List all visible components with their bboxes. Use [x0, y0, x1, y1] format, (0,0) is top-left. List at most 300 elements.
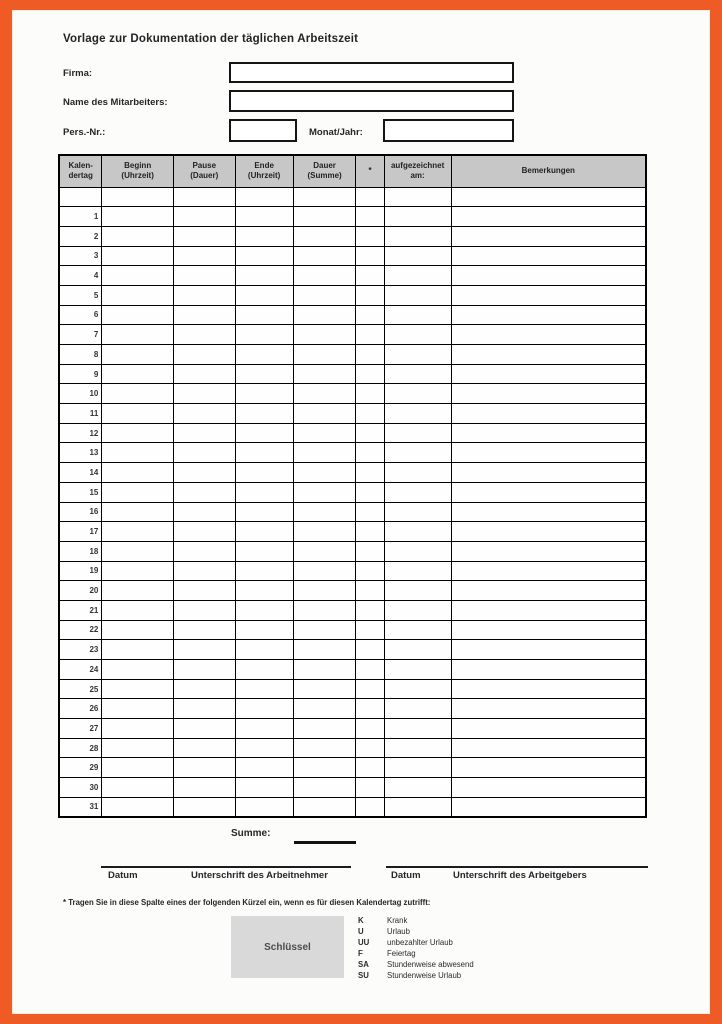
cell-pause[interactable]: [173, 561, 235, 581]
cell-kuerzel[interactable]: [356, 738, 384, 758]
cell-ende[interactable]: [235, 541, 293, 561]
cell-pause[interactable]: [173, 423, 235, 443]
cell-kuerzel[interactable]: [356, 699, 384, 719]
cell-dauer[interactable]: [293, 778, 356, 798]
datum-label-employer: Datum: [391, 870, 421, 881]
cell-pause[interactable]: [173, 404, 235, 424]
cell-day[interactable]: 5: [59, 285, 102, 305]
cell-dauer[interactable]: [293, 325, 356, 345]
cell-pause[interactable]: [173, 443, 235, 463]
cell-beginn[interactable]: [102, 738, 174, 758]
cell-bemerkungen[interactable]: [451, 285, 646, 305]
cell-pause[interactable]: [173, 640, 235, 660]
cell-dauer[interactable]: [293, 226, 356, 246]
cell-dauer[interactable]: [293, 797, 356, 817]
cell-beginn[interactable]: [102, 660, 174, 680]
cell-beginn[interactable]: [102, 482, 174, 502]
cell-ende[interactable]: [235, 443, 293, 463]
cell-beginn[interactable]: [102, 285, 174, 305]
table-row: [59, 325, 646, 345]
employee-name-input[interactable]: [229, 90, 514, 112]
cell-ende[interactable]: [235, 207, 293, 227]
cell-dauer[interactable]: [293, 207, 356, 227]
cell-ende[interactable]: [235, 758, 293, 778]
cell-pause[interactable]: [173, 463, 235, 483]
cell-ende[interactable]: [235, 719, 293, 739]
cell-dauer[interactable]: [293, 522, 356, 542]
cell-pause[interactable]: [173, 187, 235, 207]
cell-aufgezeichnet[interactable]: [384, 679, 451, 699]
cell-ende[interactable]: [235, 305, 293, 325]
cell-aufgezeichnet[interactable]: [384, 502, 451, 522]
cell-dauer[interactable]: [293, 187, 356, 207]
cell-dauer[interactable]: [293, 640, 356, 660]
cell-ende[interactable]: [235, 778, 293, 798]
cell-kuerzel[interactable]: [356, 246, 384, 266]
cell-kuerzel[interactable]: [356, 207, 384, 227]
table-row: [59, 699, 646, 719]
legend-label: Stundenweise abwesend: [387, 960, 474, 969]
cell-pause[interactable]: [173, 207, 235, 227]
cell-ende[interactable]: [235, 463, 293, 483]
cell-ende[interactable]: [235, 187, 293, 207]
cell-dauer[interactable]: [293, 463, 356, 483]
cell-aufgezeichnet[interactable]: [384, 364, 451, 384]
cell-pause[interactable]: [173, 345, 235, 365]
cell-pause[interactable]: [173, 325, 235, 345]
cell-aufgezeichnet[interactable]: [384, 620, 451, 640]
cell-day[interactable]: 9: [59, 364, 102, 384]
col-header-beginn: Beginn (Uhrzeit): [102, 155, 174, 187]
col-header-kalendertag: Kalen- dertag: [59, 155, 102, 187]
cell-pause[interactable]: [173, 581, 235, 601]
cell-beginn[interactable]: [102, 778, 174, 798]
cell-day[interactable]: [59, 187, 102, 207]
cell-bemerkungen[interactable]: [451, 187, 646, 207]
cell-dauer[interactable]: [293, 285, 356, 305]
cell-kuerzel[interactable]: [356, 758, 384, 778]
cell-bemerkungen[interactable]: [451, 640, 646, 660]
firma-input[interactable]: [229, 62, 514, 83]
employee-name-label: Name des Mitarbeiters:: [63, 97, 168, 108]
col-header-aufgezeichnet: aufgezeichnet am:: [384, 155, 451, 187]
cell-bemerkungen[interactable]: [451, 423, 646, 443]
cell-day[interactable]: 3: [59, 246, 102, 266]
cell-beginn[interactable]: [102, 443, 174, 463]
cell-dauer[interactable]: [293, 679, 356, 699]
cell-aufgezeichnet[interactable]: [384, 640, 451, 660]
cell-beginn[interactable]: [102, 797, 174, 817]
cell-day[interactable]: 23: [59, 640, 102, 660]
cell-beginn[interactable]: [102, 345, 174, 365]
cell-aufgezeichnet[interactable]: [384, 600, 451, 620]
schluessel-box-label: Schlüssel: [264, 941, 311, 953]
cell-day[interactable]: 29: [59, 758, 102, 778]
cell-aufgezeichnet[interactable]: [384, 797, 451, 817]
cell-dauer[interactable]: [293, 404, 356, 424]
table-row: [59, 443, 646, 463]
legend-items: [358, 915, 474, 981]
cell-bemerkungen[interactable]: [451, 246, 646, 266]
cell-day[interactable]: 20: [59, 581, 102, 601]
cell-beginn[interactable]: [102, 699, 174, 719]
signature-line-employer[interactable]: [386, 866, 648, 868]
cell-dauer[interactable]: [293, 541, 356, 561]
cell-dauer[interactable]: [293, 423, 356, 443]
cell-kuerzel[interactable]: [356, 345, 384, 365]
cell-bemerkungen[interactable]: [451, 364, 646, 384]
cell-aufgezeichnet[interactable]: [384, 699, 451, 719]
cell-day[interactable]: 27: [59, 719, 102, 739]
cell-bemerkungen[interactable]: [451, 325, 646, 345]
cell-bemerkungen[interactable]: [451, 522, 646, 542]
table-row: [59, 561, 646, 581]
cell-pause[interactable]: [173, 226, 235, 246]
cell-ende[interactable]: [235, 797, 293, 817]
cell-beginn[interactable]: [102, 541, 174, 561]
signature-label-employer: Unterschrift des Arbeitgebers: [453, 870, 587, 881]
cell-pause[interactable]: [173, 266, 235, 286]
cell-ende[interactable]: [235, 600, 293, 620]
table-row: [59, 522, 646, 542]
cell-day[interactable]: 2: [59, 226, 102, 246]
cell-aufgezeichnet[interactable]: [384, 443, 451, 463]
cell-dauer[interactable]: [293, 620, 356, 640]
cell-ende[interactable]: [235, 482, 293, 502]
cell-day[interactable]: 13: [59, 443, 102, 463]
cell-aufgezeichnet[interactable]: [384, 482, 451, 502]
cell-beginn[interactable]: [102, 325, 174, 345]
cell-beginn[interactable]: [102, 266, 174, 286]
cell-beginn[interactable]: [102, 207, 174, 227]
cell-dauer[interactable]: [293, 561, 356, 581]
cell-kuerzel[interactable]: [356, 187, 384, 207]
firma-label: Firma:: [63, 68, 93, 79]
cell-bemerkungen[interactable]: [451, 600, 646, 620]
cell-bemerkungen[interactable]: [451, 266, 646, 286]
cell-bemerkungen[interactable]: [451, 758, 646, 778]
cell-pause[interactable]: [173, 305, 235, 325]
table-row: [59, 482, 646, 502]
cell-beginn[interactable]: [102, 384, 174, 404]
cell-bemerkungen[interactable]: [451, 305, 646, 325]
cell-kuerzel[interactable]: [356, 719, 384, 739]
cell-pause[interactable]: [173, 541, 235, 561]
cell-beginn[interactable]: [102, 581, 174, 601]
cell-beginn[interactable]: [102, 463, 174, 483]
timesheet-header-row: [59, 155, 646, 187]
cell-dauer[interactable]: [293, 246, 356, 266]
cell-aufgezeichnet[interactable]: [384, 345, 451, 365]
cell-pause[interactable]: [173, 778, 235, 798]
table-row: [59, 463, 646, 483]
cell-bemerkungen[interactable]: [451, 719, 646, 739]
cell-aufgezeichnet[interactable]: [384, 758, 451, 778]
cell-aufgezeichnet[interactable]: [384, 246, 451, 266]
cell-ende[interactable]: [235, 246, 293, 266]
cell-beginn[interactable]: [102, 246, 174, 266]
signature-line-employee[interactable]: [101, 866, 351, 868]
cell-beginn[interactable]: [102, 423, 174, 443]
cell-kuerzel[interactable]: [356, 404, 384, 424]
cell-bemerkungen[interactable]: [451, 207, 646, 227]
cell-aufgezeichnet[interactable]: [384, 226, 451, 246]
cell-aufgezeichnet[interactable]: [384, 561, 451, 581]
cell-pause[interactable]: [173, 482, 235, 502]
cell-dauer[interactable]: [293, 364, 356, 384]
cell-bemerkungen[interactable]: [451, 226, 646, 246]
cell-aufgezeichnet[interactable]: [384, 325, 451, 345]
table-row: [59, 600, 646, 620]
cell-ende[interactable]: [235, 660, 293, 680]
cell-beginn[interactable]: [102, 364, 174, 384]
cell-dauer[interactable]: [293, 384, 356, 404]
cell-day[interactable]: 12: [59, 423, 102, 443]
cell-aufgezeichnet[interactable]: [384, 423, 451, 443]
cell-bemerkungen[interactable]: [451, 541, 646, 561]
cell-aufgezeichnet[interactable]: [384, 384, 451, 404]
cell-pause[interactable]: [173, 797, 235, 817]
cell-dauer[interactable]: [293, 345, 356, 365]
cell-beginn[interactable]: [102, 620, 174, 640]
cell-day[interactable]: 31: [59, 797, 102, 817]
cell-bemerkungen[interactable]: [451, 443, 646, 463]
table-row: [59, 581, 646, 601]
cell-kuerzel[interactable]: [356, 463, 384, 483]
cell-kuerzel[interactable]: [356, 660, 384, 680]
cell-kuerzel[interactable]: [356, 778, 384, 798]
cell-bemerkungen[interactable]: [451, 561, 646, 581]
cell-bemerkungen[interactable]: [451, 797, 646, 817]
cell-day[interactable]: 6: [59, 305, 102, 325]
cell-day[interactable]: 18: [59, 541, 102, 561]
cell-kuerzel[interactable]: [356, 561, 384, 581]
cell-aufgezeichnet[interactable]: [384, 778, 451, 798]
cell-beginn[interactable]: [102, 679, 174, 699]
monat-jahr-input[interactable]: [383, 119, 514, 142]
cell-day[interactable]: 15: [59, 482, 102, 502]
cell-day[interactable]: 4: [59, 266, 102, 286]
col-header-kuerzel: *: [356, 155, 384, 187]
cell-pause[interactable]: [173, 285, 235, 305]
cell-aufgezeichnet[interactable]: [384, 522, 451, 542]
kuerzel-footnote: * Tragen Sie in diese Spalte eines der folgenden Kürzel ein, wenn es für diesen Kalendertag zutrifft:: [63, 898, 431, 907]
cell-dauer[interactable]: [293, 443, 356, 463]
cell-ende[interactable]: [235, 404, 293, 424]
cell-aufgezeichnet[interactable]: [384, 660, 451, 680]
cell-kuerzel[interactable]: [356, 600, 384, 620]
cell-bemerkungen[interactable]: [451, 660, 646, 680]
cell-kuerzel[interactable]: [356, 364, 384, 384]
cell-aufgezeichnet[interactable]: [384, 463, 451, 483]
cell-ende[interactable]: [235, 384, 293, 404]
cell-bemerkungen[interactable]: [451, 620, 646, 640]
cell-pause[interactable]: [173, 384, 235, 404]
cell-day[interactable]: 22: [59, 620, 102, 640]
cell-day[interactable]: 28: [59, 738, 102, 758]
cell-pause[interactable]: [173, 522, 235, 542]
table-row: [59, 660, 646, 680]
cell-dauer[interactable]: [293, 719, 356, 739]
cell-kuerzel[interactable]: [356, 226, 384, 246]
cell-aufgezeichnet[interactable]: [384, 581, 451, 601]
cell-aufgezeichnet[interactable]: [384, 285, 451, 305]
cell-kuerzel[interactable]: [356, 679, 384, 699]
cell-pause[interactable]: [173, 758, 235, 778]
cell-pause[interactable]: [173, 660, 235, 680]
cell-kuerzel[interactable]: [356, 541, 384, 561]
cell-beginn[interactable]: [102, 187, 174, 207]
cell-ende[interactable]: [235, 226, 293, 246]
cell-day[interactable]: 17: [59, 522, 102, 542]
cell-aufgezeichnet[interactable]: [384, 305, 451, 325]
cell-ende[interactable]: [235, 581, 293, 601]
cell-aufgezeichnet[interactable]: [384, 187, 451, 207]
cell-kuerzel[interactable]: [356, 620, 384, 640]
cell-pause[interactable]: [173, 679, 235, 699]
cell-kuerzel[interactable]: [356, 285, 384, 305]
cell-kuerzel[interactable]: [356, 522, 384, 542]
cell-ende[interactable]: [235, 502, 293, 522]
cell-kuerzel[interactable]: [356, 640, 384, 660]
cell-aufgezeichnet[interactable]: [384, 541, 451, 561]
table-row: [59, 640, 646, 660]
cell-dauer[interactable]: [293, 482, 356, 502]
cell-beginn[interactable]: [102, 600, 174, 620]
cell-ende[interactable]: [235, 285, 293, 305]
cell-day[interactable]: 14: [59, 463, 102, 483]
cell-day[interactable]: 21: [59, 600, 102, 620]
cell-day[interactable]: 1: [59, 207, 102, 227]
cell-beginn[interactable]: [102, 640, 174, 660]
cell-bemerkungen[interactable]: [451, 502, 646, 522]
table-row: [59, 423, 646, 443]
cell-ende[interactable]: [235, 620, 293, 640]
cell-kuerzel[interactable]: [356, 305, 384, 325]
cell-pause[interactable]: [173, 699, 235, 719]
cell-beginn[interactable]: [102, 522, 174, 542]
table-row: [59, 285, 646, 305]
cell-ende[interactable]: [235, 640, 293, 660]
persnr-input[interactable]: [229, 119, 297, 142]
cell-aufgezeichnet[interactable]: [384, 266, 451, 286]
cell-bemerkungen[interactable]: [451, 463, 646, 483]
cell-pause[interactable]: [173, 738, 235, 758]
cell-pause[interactable]: [173, 600, 235, 620]
cell-ende[interactable]: [235, 738, 293, 758]
cell-ende[interactable]: [235, 266, 293, 286]
cell-aufgezeichnet[interactable]: [384, 404, 451, 424]
cell-beginn[interactable]: [102, 305, 174, 325]
cell-kuerzel[interactable]: [356, 797, 384, 817]
legend-code: U: [358, 927, 364, 936]
cell-bemerkungen[interactable]: [451, 699, 646, 719]
cell-pause[interactable]: [173, 620, 235, 640]
cell-pause[interactable]: [173, 364, 235, 384]
cell-ende[interactable]: [235, 561, 293, 581]
cell-ende[interactable]: [235, 522, 293, 542]
cell-bemerkungen[interactable]: [451, 404, 646, 424]
legend-code: UU: [358, 938, 370, 947]
cell-pause[interactable]: [173, 502, 235, 522]
legend-code: SA: [358, 960, 369, 969]
table-row: [59, 345, 646, 365]
cell-day[interactable]: 7: [59, 325, 102, 345]
cell-ende[interactable]: [235, 364, 293, 384]
cell-ende[interactable]: [235, 325, 293, 345]
cell-day[interactable]: 19: [59, 561, 102, 581]
cell-kuerzel[interactable]: [356, 581, 384, 601]
cell-kuerzel[interactable]: [356, 384, 384, 404]
cell-kuerzel[interactable]: [356, 482, 384, 502]
cell-bemerkungen[interactable]: [451, 581, 646, 601]
cell-day[interactable]: 24: [59, 660, 102, 680]
cell-bemerkungen[interactable]: [451, 384, 646, 404]
cell-beginn[interactable]: [102, 719, 174, 739]
cell-dauer[interactable]: [293, 660, 356, 680]
legend-code: K: [358, 916, 364, 925]
cell-beginn[interactable]: [102, 502, 174, 522]
cell-beginn[interactable]: [102, 404, 174, 424]
cell-ende[interactable]: [235, 423, 293, 443]
cell-ende[interactable]: [235, 699, 293, 719]
cell-pause[interactable]: [173, 246, 235, 266]
summe-value-line[interactable]: [294, 841, 356, 844]
legend-code: SU: [358, 971, 369, 980]
cell-day[interactable]: 25: [59, 679, 102, 699]
cell-aufgezeichnet[interactable]: [384, 738, 451, 758]
cell-beginn[interactable]: [102, 561, 174, 581]
cell-day[interactable]: 10: [59, 384, 102, 404]
cell-bemerkungen[interactable]: [451, 738, 646, 758]
table-row: [59, 679, 646, 699]
cell-day[interactable]: 11: [59, 404, 102, 424]
legend-item: [358, 970, 474, 981]
cell-dauer[interactable]: [293, 600, 356, 620]
cell-dauer[interactable]: [293, 738, 356, 758]
cell-day[interactable]: 26: [59, 699, 102, 719]
cell-dauer[interactable]: [293, 699, 356, 719]
cell-kuerzel[interactable]: [356, 443, 384, 463]
cell-ende[interactable]: [235, 345, 293, 365]
cell-dauer[interactable]: [293, 305, 356, 325]
cell-dauer[interactable]: [293, 502, 356, 522]
cell-pause[interactable]: [173, 719, 235, 739]
cell-beginn[interactable]: [102, 226, 174, 246]
cell-bemerkungen[interactable]: [451, 778, 646, 798]
cell-day[interactable]: 8: [59, 345, 102, 365]
cell-ende[interactable]: [235, 679, 293, 699]
cell-kuerzel[interactable]: [356, 266, 384, 286]
cell-aufgezeichnet[interactable]: [384, 719, 451, 739]
cell-beginn[interactable]: [102, 758, 174, 778]
cell-bemerkungen[interactable]: [451, 482, 646, 502]
legend-item: [358, 948, 474, 959]
cell-bemerkungen[interactable]: [451, 679, 646, 699]
legend-label: Urlaub: [387, 927, 410, 936]
table-row: [59, 797, 646, 817]
cell-day[interactable]: 16: [59, 502, 102, 522]
cell-dauer[interactable]: [293, 266, 356, 286]
cell-kuerzel[interactable]: [356, 502, 384, 522]
cell-bemerkungen[interactable]: [451, 345, 646, 365]
cell-dauer[interactable]: [293, 758, 356, 778]
cell-kuerzel[interactable]: [356, 325, 384, 345]
cell-day[interactable]: 30: [59, 778, 102, 798]
cell-aufgezeichnet[interactable]: [384, 207, 451, 227]
cell-kuerzel[interactable]: [356, 423, 384, 443]
cell-dauer[interactable]: [293, 581, 356, 601]
